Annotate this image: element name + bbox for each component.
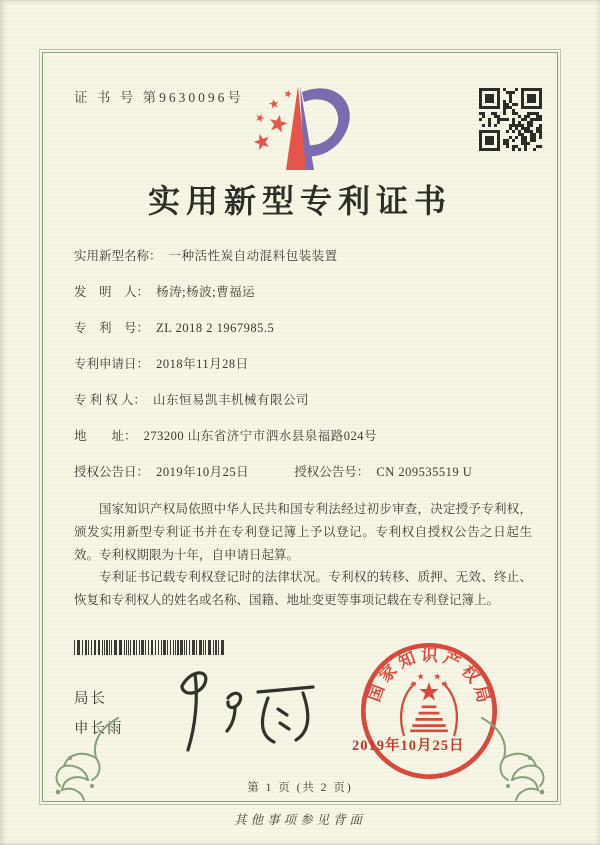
field-label: 发 明 人：	[74, 285, 150, 299]
grant-date-label: 授权公告日：	[74, 465, 150, 479]
seal-agency-text: 国家知识产权局	[364, 645, 495, 709]
grant-number-value: CN 209535519 U	[376, 465, 473, 479]
certificate-number: 证 书 号 第9630096号	[74, 90, 244, 105]
field-value: 山东恒易凯丰机械有限公司	[153, 393, 310, 407]
director-signature	[148, 662, 333, 760]
barcode	[74, 640, 230, 655]
field-value: 2018年11月28日	[156, 357, 249, 371]
legal-text	[74, 498, 532, 612]
field-label: 专利申请日：	[74, 357, 150, 371]
seal-date: 2019年10月25日	[352, 738, 465, 754]
field-label: 地 址：	[74, 429, 137, 443]
director-name: 申长雨	[74, 721, 124, 737]
director-title: 局长	[74, 691, 107, 707]
cnipa-logo-icon	[248, 78, 356, 184]
certificate-title: 实用新型专利证书	[147, 183, 452, 219]
field-row-address	[74, 428, 534, 464]
certificate-fields	[74, 248, 534, 500]
legal-paragraph-1: 国家知识产权局依照中华人民共和国专利法经过初步审查，决定授予专利权，颁发实用新型专利证书并在专利登记簿上予以登记。专利权自授权公告之日起生效。专利权期限为十年，自申请日起算。	[74, 502, 532, 562]
field-value: 273200 山东省济宁市泗水县泉福路024号	[143, 429, 378, 443]
field-row-grant	[74, 464, 534, 500]
page-number: 第 1 页 (共 2 页)	[247, 782, 353, 794]
grant-date-value: 2019年10月25日	[156, 465, 250, 479]
field-value: 杨涛;杨波;曹福运	[156, 285, 256, 299]
qr-code	[479, 88, 542, 151]
field-row-name	[74, 248, 534, 284]
field-value: 一种活性炭自动混料包装装置	[168, 249, 338, 263]
field-label: 专 利 号：	[74, 321, 150, 335]
field-label: 实用新型名称：	[74, 249, 162, 263]
field-row-inventors	[74, 284, 534, 320]
legal-paragraph-2: 专利证书记载专利权登记时的法律状况。专利权的转移、质押、无效、终止、恢复和专利权人的姓名或名称、国籍、地址变更等事项记载在专利登记簿上。	[74, 570, 532, 607]
field-row-patent-number	[74, 320, 534, 356]
svg-text:国家知识产权局	[365, 646, 495, 709]
field-value: ZL 2018 2 1967985.5	[156, 321, 275, 335]
field-row-patentee	[74, 392, 534, 428]
field-label: 专 利 权 人：	[74, 393, 146, 407]
grant-number-label: 授权公告号：	[294, 465, 370, 479]
national-emblem-icon	[401, 673, 457, 736]
back-note: 其他事项参见背面	[233, 813, 366, 827]
field-row-filing-date	[74, 356, 534, 392]
